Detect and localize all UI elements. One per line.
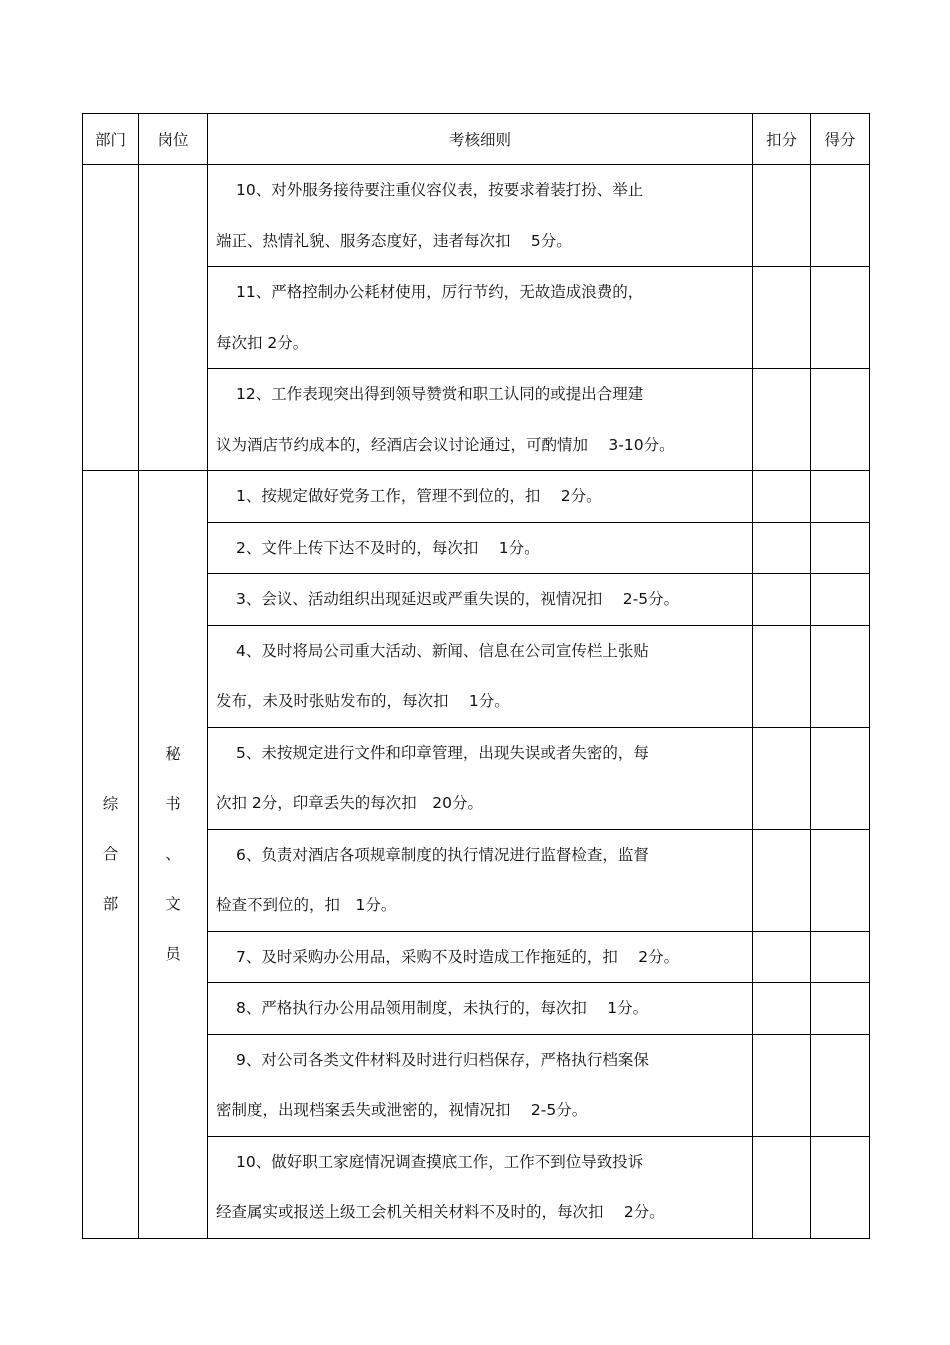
rule-line: 发布，未及时张贴发布的，每次扣 1分。 bbox=[216, 692, 510, 710]
rule-cell bbox=[208, 267, 753, 369]
table-row bbox=[83, 165, 870, 267]
rule-line: 密制度，出现档案丢失或泄密的，视情况扣 2-5分。 bbox=[216, 1101, 588, 1119]
header-score: 得分 bbox=[811, 114, 870, 165]
deduct-cell[interactable] bbox=[753, 522, 811, 574]
score-cell[interactable] bbox=[811, 829, 870, 931]
score-cell[interactable] bbox=[811, 471, 870, 523]
score-cell[interactable] bbox=[811, 522, 870, 574]
rule-line: 1、按规定做好党务工作，管理不到位的，扣 2分。 bbox=[236, 487, 602, 505]
rule-line: 10、对外服务接待要注重仪容仪表，按要求着装打扮、举止 bbox=[236, 181, 644, 199]
rule-line: 12、工作表现突出得到领导赞赏和职工认同的或提出合理建 bbox=[236, 385, 644, 403]
deduct-cell[interactable] bbox=[753, 625, 811, 727]
score-cell[interactable] bbox=[811, 165, 870, 267]
header-dept: 部门 bbox=[83, 114, 139, 165]
deduct-cell[interactable] bbox=[753, 471, 811, 523]
rule-line: 议为酒店节约成本的，经酒店会议讨论通过，可酌情加 3-10分。 bbox=[216, 435, 675, 454]
deduct-cell[interactable] bbox=[753, 931, 811, 983]
header-rule: 考核细则 bbox=[208, 114, 753, 165]
score-cell[interactable] bbox=[811, 574, 870, 626]
post-name: 秘 书 、 文 员 bbox=[165, 745, 181, 964]
rule-cell bbox=[208, 931, 753, 983]
rule-line: 9、对公司各类文件材料及时进行归档保存，严格执行档案保 bbox=[236, 1050, 649, 1069]
score-cell[interactable] bbox=[811, 983, 870, 1035]
deduct-cell[interactable] bbox=[753, 1136, 811, 1238]
deduct-cell[interactable] bbox=[753, 727, 811, 829]
header-deduct: 扣分 bbox=[753, 114, 811, 165]
deduct-cell[interactable] bbox=[753, 369, 811, 471]
header-post: 岗位 bbox=[139, 114, 208, 165]
rule-line: 5、未按规定进行文件和印章管理，出现失误或者失密的，每 bbox=[236, 743, 649, 762]
score-cell[interactable] bbox=[811, 369, 870, 471]
rule-cell bbox=[208, 829, 753, 931]
score-cell[interactable] bbox=[811, 1034, 870, 1136]
rule-line: 8、严格执行办公用品领用制度，未执行的，每次扣 1分。 bbox=[236, 999, 649, 1017]
rule-line: 10、做好职工家庭情况调查摸底工作，工作不到位导致投诉 bbox=[236, 1152, 644, 1171]
rule-line: 端正、热情礼貌、服务态度好，违者每次扣 5分。 bbox=[216, 231, 572, 250]
rule-line: 经查属实或报送上级工会机关相关材料不及时的，每次扣 2分。 bbox=[216, 1203, 665, 1221]
deduct-cell[interactable] bbox=[753, 829, 811, 931]
rule-line: 检查不到位的，扣 1分。 bbox=[216, 896, 397, 914]
rule-cell bbox=[208, 625, 753, 727]
rule-line: 11、严格控制办公耗材使用，厉行节约，无故造成浪费的， bbox=[236, 283, 644, 301]
rule-cell bbox=[208, 1034, 753, 1136]
post-cell-empty bbox=[139, 165, 208, 471]
rule-cell bbox=[208, 574, 753, 626]
score-cell[interactable] bbox=[811, 931, 870, 983]
score-cell[interactable] bbox=[811, 1136, 870, 1238]
dept-name: 综 合 部 bbox=[102, 795, 119, 914]
deduct-cell[interactable] bbox=[753, 165, 811, 267]
post-cell bbox=[139, 471, 208, 1239]
rule-line: 7、及时采购办公用品，采购不及时造成工作拖延的，扣 2分。 bbox=[236, 947, 680, 966]
rule-line: 次扣 2分，印章丢失的每次扣 20分。 bbox=[216, 794, 484, 812]
assessment-table bbox=[82, 113, 870, 1239]
rule-line: 每次扣 2分。 bbox=[216, 333, 309, 352]
deduct-cell[interactable] bbox=[753, 983, 811, 1035]
deduct-cell[interactable] bbox=[753, 267, 811, 369]
deduct-cell[interactable] bbox=[753, 1034, 811, 1136]
dept-cell-empty bbox=[83, 165, 139, 471]
rule-line: 2、文件上传下达不及时的，每次扣 1分。 bbox=[236, 538, 540, 557]
score-cell[interactable] bbox=[811, 267, 870, 369]
rule-cell bbox=[208, 1136, 753, 1238]
rule-line: 6、负责对酒店各项规章制度的执行情况进行监督检查，监督 bbox=[236, 845, 649, 864]
rule-line: 3、会议、活动组织出现延迟或严重失误的，视情况扣 2-5分。 bbox=[236, 590, 680, 608]
score-cell[interactable] bbox=[811, 727, 870, 829]
deduct-cell[interactable] bbox=[753, 574, 811, 626]
rule-line: 4、及时将局公司重大活动、新闻、信息在公司宣传栏上张贴 bbox=[236, 641, 649, 660]
rule-cell bbox=[208, 165, 753, 267]
rule-cell bbox=[208, 727, 753, 829]
dept-cell bbox=[83, 471, 139, 1239]
rule-cell bbox=[208, 369, 753, 471]
score-cell[interactable] bbox=[811, 625, 870, 727]
